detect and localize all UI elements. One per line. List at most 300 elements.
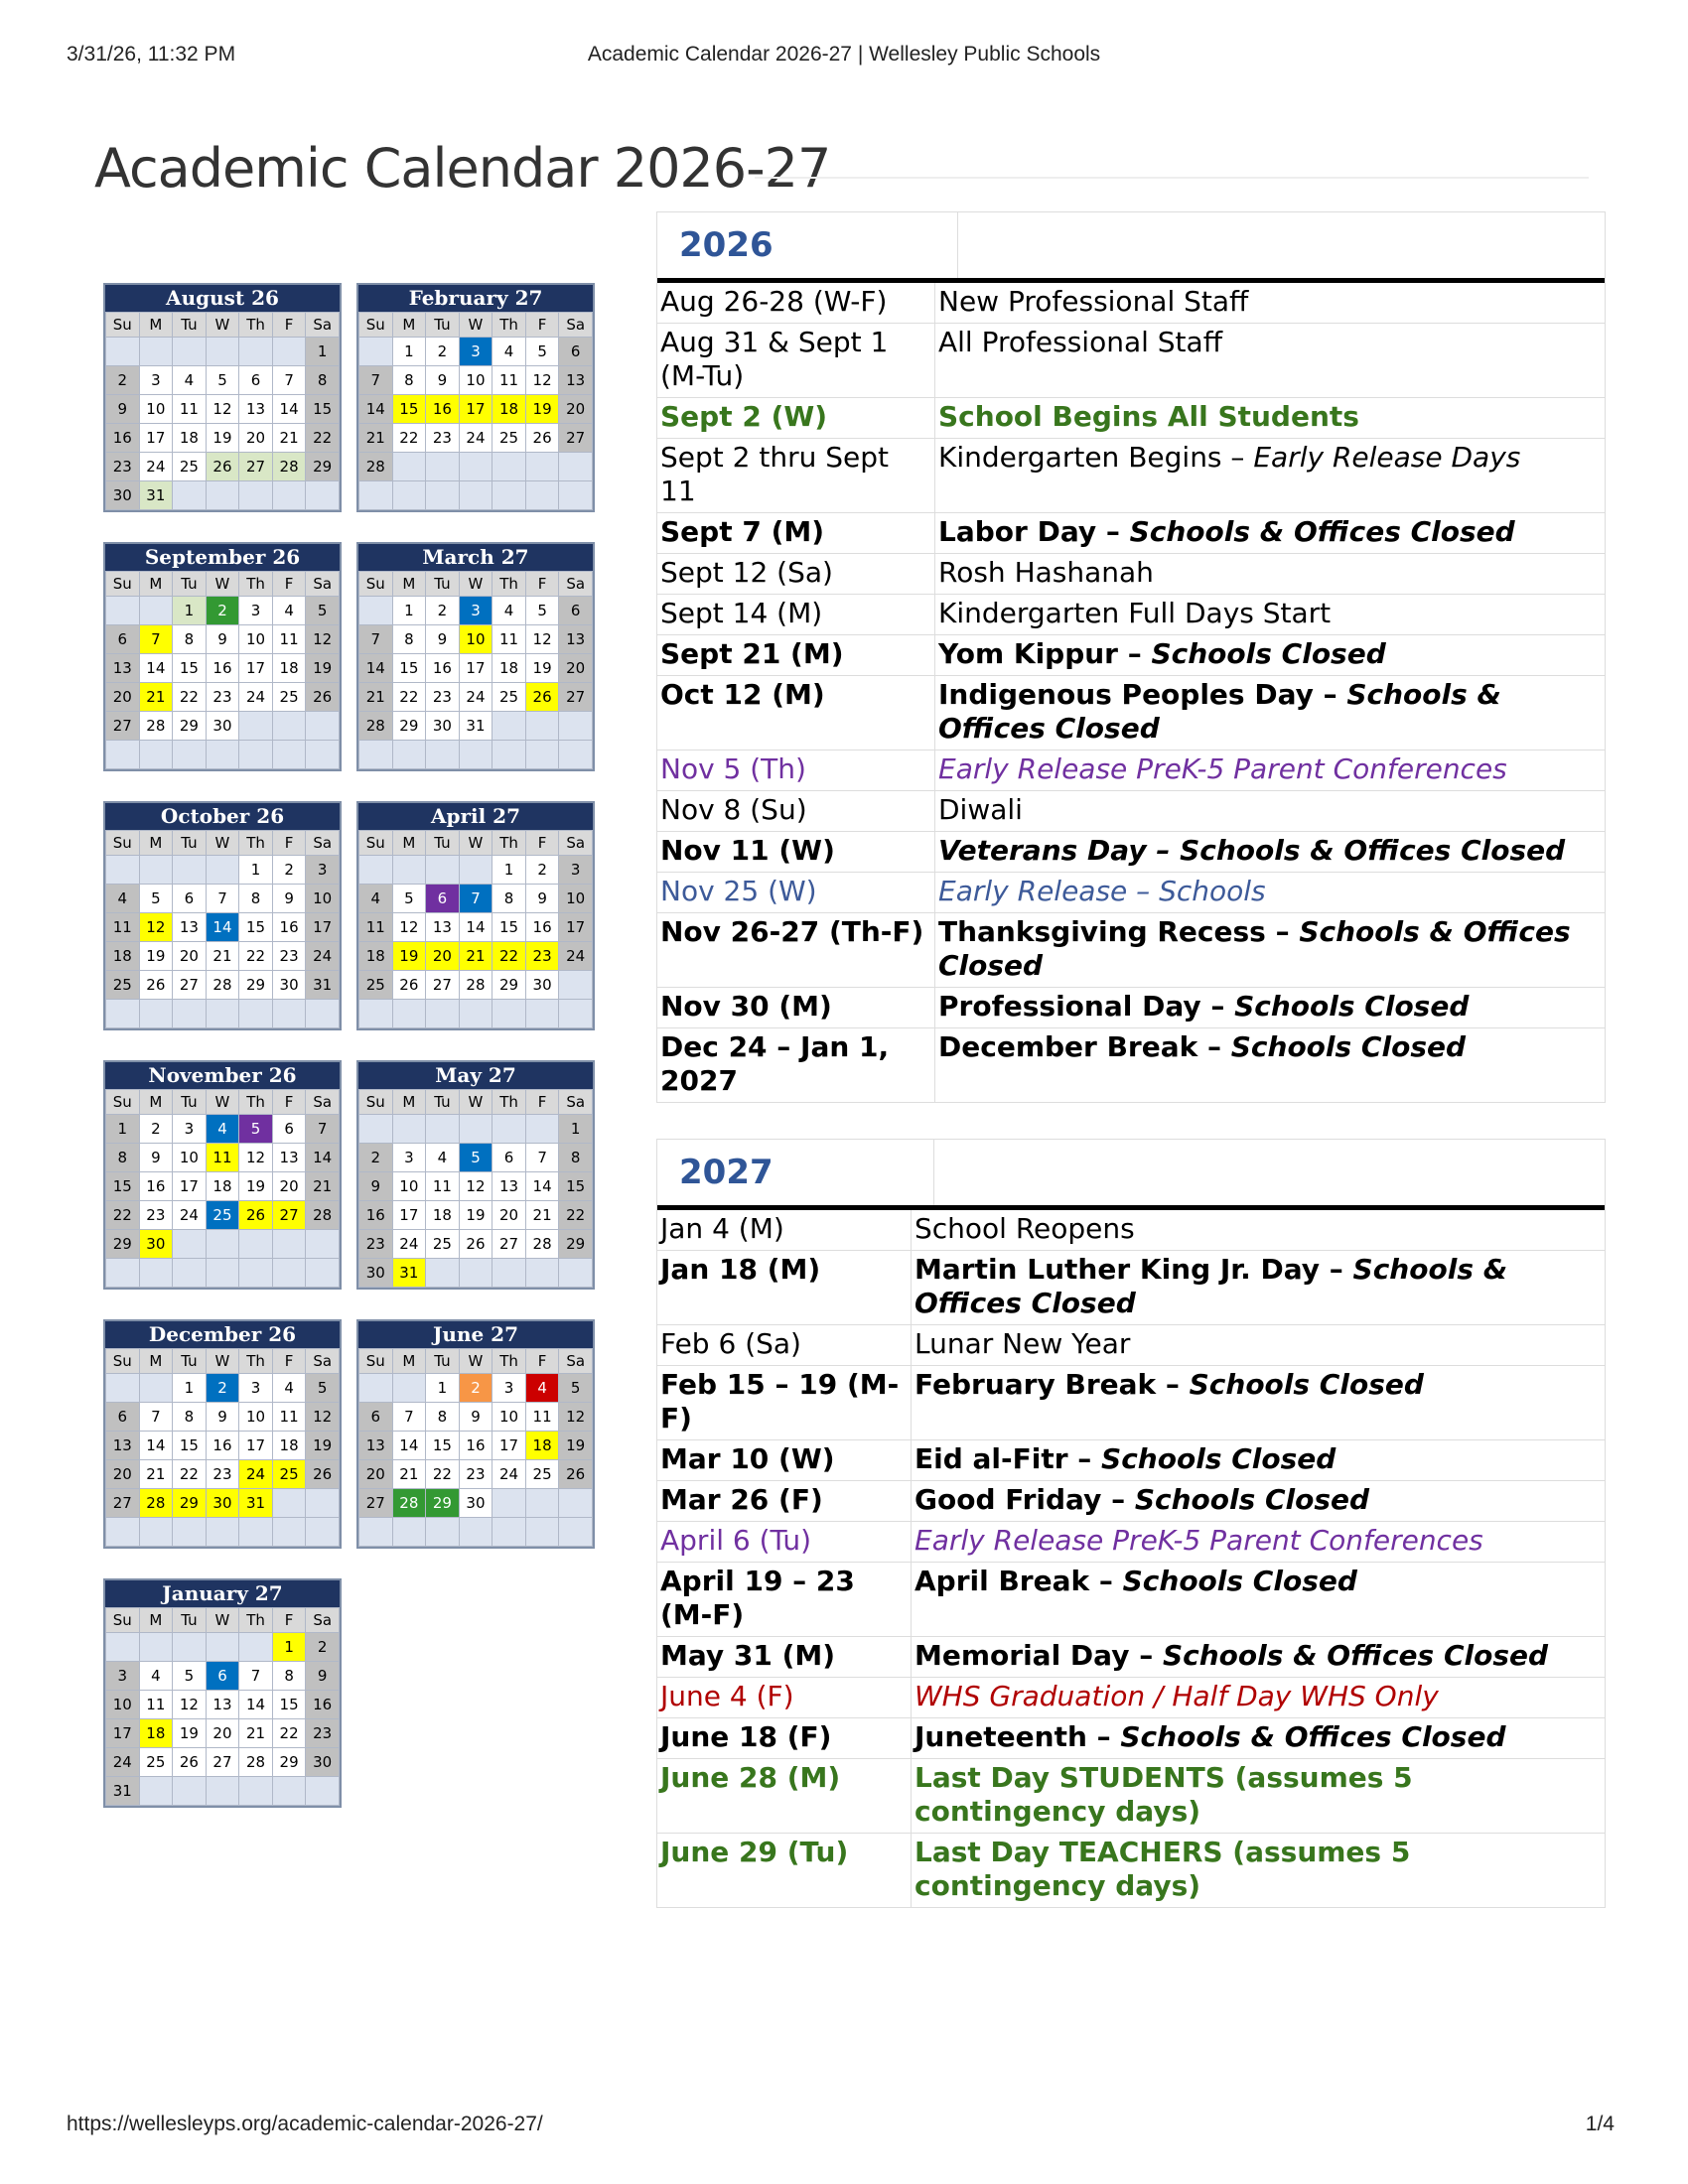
day-cell: 28	[272, 453, 306, 481]
day-cell: 4	[272, 597, 306, 625]
day-cell: 5	[306, 1374, 340, 1403]
event-text: Early Release – Schools	[938, 875, 1266, 907]
day-cell: 27	[559, 683, 593, 712]
weekday-header: Sa	[559, 313, 593, 338]
weekday-header: Th	[492, 313, 526, 338]
event-date: Nov 25 (W)	[657, 873, 935, 912]
day-cell: 26	[559, 1460, 593, 1489]
day-cell: 6	[359, 1403, 393, 1432]
day-cell: 11	[492, 366, 526, 395]
month-title: October 26	[105, 803, 340, 830]
month-title: December 26	[105, 1321, 340, 1348]
event-date: June 29 (Tu)	[657, 1834, 912, 1907]
empty-cell	[306, 1000, 340, 1028]
year-header	[657, 212, 1605, 283]
day-cell: 19	[306, 654, 340, 683]
day-cell: 21	[359, 683, 393, 712]
day-cell: 13	[359, 1432, 393, 1460]
empty-cell	[173, 1633, 207, 1662]
month-calendar	[356, 1060, 595, 1290]
empty-cell	[492, 1259, 526, 1288]
day-cell: 13	[559, 625, 593, 654]
event-row	[657, 1677, 1605, 1717]
weekday-header: Tu	[173, 1090, 207, 1115]
day-cell: 5	[525, 597, 559, 625]
day-cell: 7	[139, 1403, 173, 1432]
day-cell: 8	[426, 1403, 460, 1432]
month-calendar	[103, 283, 342, 512]
day-cell: 10	[306, 885, 340, 913]
event-row	[657, 1439, 1605, 1480]
day-cell: 23	[106, 453, 140, 481]
day-cell: 17	[173, 1172, 207, 1201]
events-rows	[657, 1210, 1605, 1907]
day-cell: 3	[306, 856, 340, 885]
day-cell: 26	[139, 971, 173, 1000]
event-text: All Professional Staff	[938, 326, 1222, 358]
day-cell: 10	[239, 1403, 273, 1432]
day-cell: 8	[492, 885, 526, 913]
empty-cell	[306, 741, 340, 769]
event-date: Sept 2 (W)	[657, 398, 935, 438]
day-cell: 18	[106, 942, 140, 971]
weekday-header: Tu	[426, 831, 460, 856]
empty-cell	[173, 741, 207, 769]
empty-cell	[272, 1777, 306, 1806]
empty-cell	[272, 338, 306, 366]
event-text: Diwali	[938, 793, 1023, 826]
day-cell: 18	[272, 1432, 306, 1460]
empty-cell	[525, 1000, 559, 1028]
weekday-header: Sa	[306, 1608, 340, 1633]
empty-cell	[106, 741, 140, 769]
event-text: Schools Closed	[1189, 1368, 1424, 1401]
empty-cell	[139, 1374, 173, 1403]
weekday-header: F	[272, 1349, 306, 1374]
weekday-header: Sa	[559, 1090, 593, 1115]
weekday-header: Tu	[173, 313, 207, 338]
day-cell: 30	[426, 712, 460, 741]
weekday-header: Tu	[173, 572, 207, 597]
event-date: Feb 6 (Sa)	[657, 1325, 912, 1365]
empty-cell	[459, 481, 492, 510]
event-row	[657, 1324, 1605, 1365]
day-cell: 26	[392, 971, 426, 1000]
event-text: Schools & Offices Closed	[938, 915, 1571, 982]
day-cell: 9	[459, 1403, 492, 1432]
event-row	[657, 872, 1605, 912]
weekday-header: Su	[106, 1090, 140, 1115]
day-cell: 18	[426, 1201, 460, 1230]
day-cell: 15	[392, 395, 426, 424]
empty-cell	[173, 1000, 207, 1028]
event-text: Kindergarten Full Days Start	[938, 597, 1332, 629]
empty-cell	[525, 712, 559, 741]
day-cell: 26	[239, 1201, 273, 1230]
day-cell: 18	[492, 654, 526, 683]
day-cell: 18	[173, 424, 207, 453]
empty-cell	[206, 1777, 239, 1806]
weekday-header: M	[139, 313, 173, 338]
event-text: Good Friday –	[914, 1483, 1135, 1516]
empty-cell	[559, 741, 593, 769]
day-cell: 1	[306, 338, 340, 366]
empty-cell	[492, 1489, 526, 1518]
empty-cell	[359, 1000, 393, 1028]
event-text: Schools Closed	[1230, 1030, 1467, 1063]
print-page-title: Academic Calendar 2026-27 | Wellesley Public Schools	[587, 43, 1101, 66]
day-cell: 6	[272, 1115, 306, 1144]
day-cell: 29	[392, 712, 426, 741]
empty-cell	[272, 1518, 306, 1547]
day-cell: 23	[306, 1719, 340, 1748]
weekday-header: W	[206, 572, 239, 597]
event-description	[912, 1718, 1605, 1758]
day-cell: 18	[272, 654, 306, 683]
empty-cell	[139, 741, 173, 769]
empty-cell	[525, 741, 559, 769]
empty-cell	[392, 481, 426, 510]
day-cell: 17	[492, 1432, 526, 1460]
day-cell: 17	[306, 913, 340, 942]
empty-cell	[359, 1518, 393, 1547]
events-table-2026	[656, 211, 1606, 1103]
day-cell: 8	[239, 885, 273, 913]
day-cell: 28	[139, 1489, 173, 1518]
event-text: Professional Day –	[938, 990, 1235, 1023]
day-cell: 21	[306, 1172, 340, 1201]
empty-cell	[559, 1259, 593, 1288]
event-description	[935, 595, 1605, 634]
empty-cell	[392, 1518, 426, 1547]
empty-cell	[306, 1230, 340, 1259]
event-row	[657, 790, 1605, 831]
day-cell: 24	[392, 1230, 426, 1259]
empty-cell	[206, 1633, 239, 1662]
weekday-header: M	[392, 1090, 426, 1115]
event-row	[657, 1833, 1605, 1907]
empty-cell	[559, 712, 593, 741]
event-date: Sept 2 thru Sept 11	[657, 439, 935, 512]
day-cell: 28	[239, 1748, 273, 1777]
empty-cell	[106, 1000, 140, 1028]
day-cell: 25	[492, 683, 526, 712]
day-cell: 14	[139, 1432, 173, 1460]
event-row	[657, 323, 1605, 397]
day-cell: 5	[559, 1374, 593, 1403]
day-cell: 17	[106, 1719, 140, 1748]
day-cell: 2	[206, 597, 239, 625]
weekday-header: W	[459, 1349, 492, 1374]
empty-cell	[392, 453, 426, 481]
weekday-header: Th	[492, 1090, 526, 1115]
day-cell: 28	[392, 1489, 426, 1518]
weekday-header: Th	[239, 572, 273, 597]
event-description	[912, 1759, 1605, 1833]
empty-cell	[359, 1374, 393, 1403]
event-row	[657, 1636, 1605, 1677]
day-cell: 26	[525, 683, 559, 712]
event-text: WHS Graduation / Half Day WHS Only	[914, 1680, 1439, 1712]
day-cell: 27	[559, 424, 593, 453]
day-cell: 16	[206, 654, 239, 683]
empty-cell	[139, 1777, 173, 1806]
events-rows	[657, 283, 1605, 1102]
empty-cell	[173, 856, 207, 885]
page-number: 1/4	[1585, 2113, 1615, 2135]
day-cell: 18	[359, 942, 393, 971]
empty-cell	[426, 1518, 460, 1547]
month-calendar	[103, 542, 342, 771]
day-cell: 14	[206, 913, 239, 942]
event-text: December Break –	[938, 1030, 1231, 1063]
empty-cell	[272, 1000, 306, 1028]
day-cell: 3	[392, 1144, 426, 1172]
weekday-header: F	[272, 1608, 306, 1633]
event-date: June 4 (F)	[657, 1678, 912, 1717]
day-cell: 16	[459, 1432, 492, 1460]
day-cell: 31	[459, 712, 492, 741]
event-row	[657, 1717, 1605, 1758]
print-datetime: 3/31/26, 11:32 PM	[67, 43, 236, 66]
day-cell: 8	[392, 366, 426, 395]
weekday-header: Su	[106, 1349, 140, 1374]
event-row	[657, 987, 1605, 1027]
day-cell: 31	[306, 971, 340, 1000]
empty-cell	[459, 453, 492, 481]
weekday-header: M	[139, 1349, 173, 1374]
day-cell: 9	[272, 885, 306, 913]
empty-cell	[559, 1489, 593, 1518]
day-cell: 7	[459, 885, 492, 913]
day-cell: 16	[426, 395, 460, 424]
day-cell: 7	[272, 366, 306, 395]
day-cell: 8	[272, 1662, 306, 1691]
day-cell: 7	[359, 625, 393, 654]
day-cell: 10	[459, 366, 492, 395]
day-cell: 21	[139, 1460, 173, 1489]
day-cell: 22	[173, 1460, 207, 1489]
day-cell: 14	[359, 395, 393, 424]
day-cell: 13	[106, 1432, 140, 1460]
weekday-header: M	[139, 1608, 173, 1633]
day-cell: 11	[525, 1403, 559, 1432]
event-row	[657, 553, 1605, 594]
day-cell: 25	[272, 1460, 306, 1489]
day-cell: 27	[426, 971, 460, 1000]
weekday-header: Su	[359, 1090, 393, 1115]
day-cell: 19	[525, 654, 559, 683]
day-cell: 27	[206, 1748, 239, 1777]
empty-cell	[306, 1777, 340, 1806]
month-calendar	[103, 801, 342, 1030]
day-cell: 10	[392, 1172, 426, 1201]
day-cell: 9	[306, 1662, 340, 1691]
weekday-header: Tu	[426, 313, 460, 338]
event-text: February Break –	[914, 1368, 1190, 1401]
empty-cell	[173, 1518, 207, 1547]
day-cell: 14	[139, 654, 173, 683]
day-cell: 1	[426, 1374, 460, 1403]
day-cell: 24	[173, 1201, 207, 1230]
day-cell: 4	[359, 885, 393, 913]
empty-cell	[306, 1489, 340, 1518]
empty-cell	[559, 453, 593, 481]
weekday-header: F	[272, 1090, 306, 1115]
month-title: February 27	[358, 285, 593, 312]
day-cell: 18	[139, 1719, 173, 1748]
day-cell: 12	[459, 1172, 492, 1201]
event-description	[935, 988, 1605, 1027]
empty-cell	[239, 481, 273, 510]
day-cell: 14	[306, 1144, 340, 1172]
day-cell: 23	[206, 683, 239, 712]
weekday-header: W	[459, 831, 492, 856]
weekday-header: W	[206, 1349, 239, 1374]
weekday-header: F	[272, 572, 306, 597]
day-cell: 2	[525, 856, 559, 885]
day-cell: 2	[139, 1115, 173, 1144]
day-cell: 19	[306, 1432, 340, 1460]
day-cell: 12	[206, 395, 239, 424]
day-cell: 27	[239, 453, 273, 481]
day-cell: 4	[426, 1144, 460, 1172]
weekday-header: Th	[239, 1349, 273, 1374]
event-description	[912, 1678, 1605, 1717]
day-cell: 5	[525, 338, 559, 366]
day-cell: 18	[206, 1172, 239, 1201]
day-cell: 2	[206, 1374, 239, 1403]
event-date: Mar 26 (F)	[657, 1481, 912, 1521]
day-cell: 7	[525, 1144, 559, 1172]
empty-cell	[206, 1259, 239, 1288]
empty-cell	[106, 1633, 140, 1662]
event-description	[935, 873, 1605, 912]
day-cell: 28	[139, 712, 173, 741]
empty-cell	[459, 1259, 492, 1288]
day-cell: 4	[106, 885, 140, 913]
day-cell: 15	[173, 1432, 207, 1460]
empty-cell	[272, 712, 306, 741]
event-text: Schools Closed	[1122, 1565, 1357, 1597]
day-cell: 12	[525, 625, 559, 654]
day-cell: 25	[139, 1748, 173, 1777]
day-cell: 11	[173, 395, 207, 424]
event-date: Nov 8 (Su)	[657, 791, 935, 831]
event-text: Schools Closed	[1101, 1442, 1336, 1475]
day-cell: 23	[272, 942, 306, 971]
day-cell: 1	[559, 1115, 593, 1144]
day-cell: 22	[492, 942, 526, 971]
weekday-header: W	[206, 313, 239, 338]
day-cell: 2	[426, 597, 460, 625]
empty-cell	[525, 453, 559, 481]
day-cell: 21	[392, 1460, 426, 1489]
empty-cell	[492, 712, 526, 741]
day-cell: 2	[306, 1633, 340, 1662]
day-cell: 1	[392, 338, 426, 366]
event-date: Mar 10 (W)	[657, 1440, 912, 1480]
day-cell: 16	[525, 913, 559, 942]
day-cell: 21	[359, 424, 393, 453]
day-cell: 29	[492, 971, 526, 1000]
day-cell: 16	[426, 654, 460, 683]
day-cell: 5	[139, 885, 173, 913]
event-description	[935, 554, 1605, 594]
empty-cell	[139, 338, 173, 366]
day-cell: 2	[272, 856, 306, 885]
day-cell: 29	[559, 1230, 593, 1259]
empty-cell	[459, 1000, 492, 1028]
day-cell: 15	[392, 654, 426, 683]
day-cell: 12	[306, 1403, 340, 1432]
event-row	[657, 1521, 1605, 1562]
event-description	[935, 676, 1605, 750]
weekday-header: Th	[239, 831, 273, 856]
month-title: April 27	[358, 803, 593, 830]
day-cell: 25	[173, 453, 207, 481]
event-text: School Reopens	[914, 1212, 1135, 1245]
empty-cell	[525, 1518, 559, 1547]
empty-cell	[272, 741, 306, 769]
event-date: Nov 30 (M)	[657, 988, 935, 1027]
day-cell: 20	[206, 1719, 239, 1748]
month-title: September 26	[105, 544, 340, 571]
event-description	[912, 1481, 1605, 1521]
empty-cell	[139, 597, 173, 625]
day-cell: 30	[139, 1230, 173, 1259]
day-cell: 11	[206, 1144, 239, 1172]
event-row	[657, 750, 1605, 790]
day-cell: 16	[272, 913, 306, 942]
day-cell: 15	[272, 1691, 306, 1719]
day-cell: 17	[559, 913, 593, 942]
day-cell: 20	[492, 1201, 526, 1230]
weekday-header: M	[392, 572, 426, 597]
day-cell: 23	[459, 1460, 492, 1489]
day-cell: 1	[392, 597, 426, 625]
weekday-header: W	[459, 572, 492, 597]
empty-cell	[525, 1489, 559, 1518]
month-calendar	[356, 1319, 595, 1549]
day-cell: 18	[492, 395, 526, 424]
day-cell: 15	[106, 1172, 140, 1201]
empty-cell	[306, 1518, 340, 1547]
day-cell: 7	[359, 366, 393, 395]
day-cell: 6	[426, 885, 460, 913]
day-cell: 5	[239, 1115, 273, 1144]
day-cell: 7	[306, 1115, 340, 1144]
day-cell: 13	[206, 1691, 239, 1719]
day-cell: 22	[392, 424, 426, 453]
event-row	[657, 1210, 1605, 1250]
day-cell: 17	[392, 1201, 426, 1230]
day-cell: 30	[106, 481, 140, 510]
day-cell: 22	[426, 1460, 460, 1489]
day-cell: 26	[306, 683, 340, 712]
empty-cell	[426, 741, 460, 769]
empty-cell	[525, 1259, 559, 1288]
event-text: Kindergarten Begins –	[938, 441, 1254, 474]
day-cell: 11	[106, 913, 140, 942]
event-text: Thanksgiving Recess –	[938, 915, 1300, 948]
day-cell: 20	[106, 683, 140, 712]
day-cell: 9	[359, 1172, 393, 1201]
day-cell: 15	[306, 395, 340, 424]
event-description	[935, 1028, 1605, 1102]
event-date: Oct 12 (M)	[657, 676, 935, 750]
weekday-header: Su	[106, 313, 140, 338]
